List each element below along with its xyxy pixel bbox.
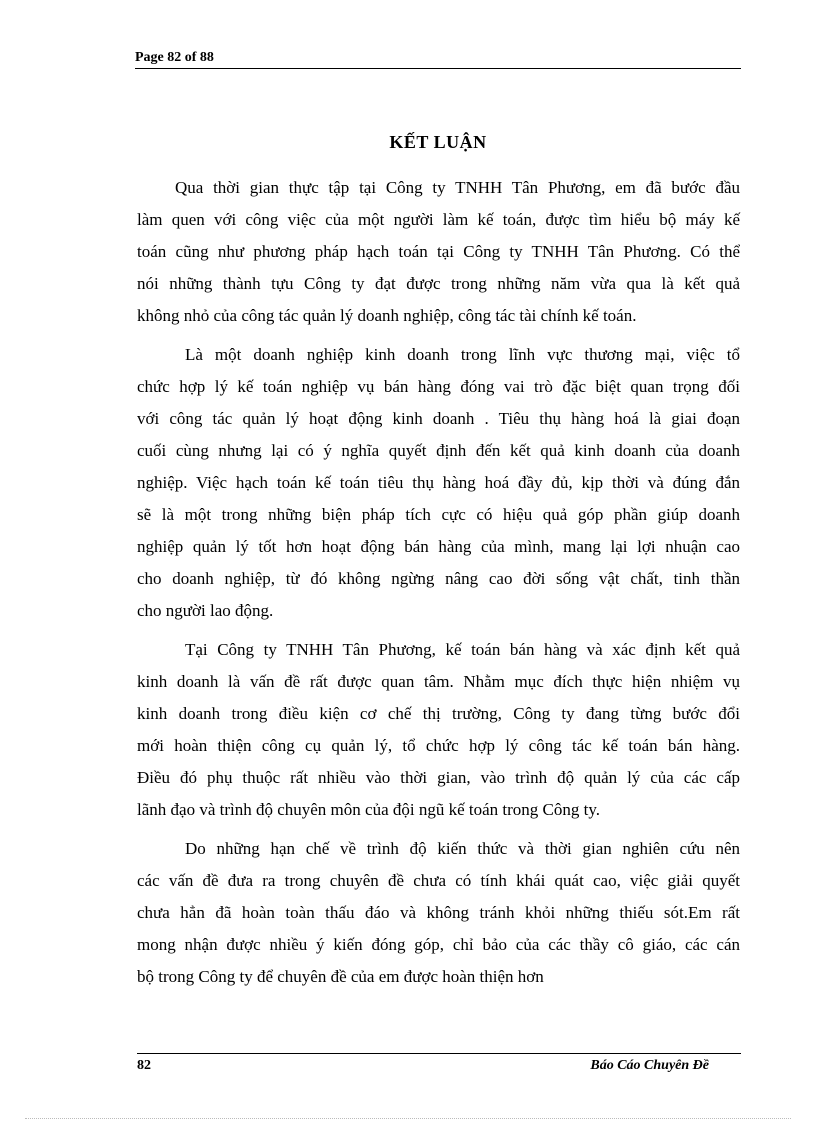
page-footer <box>137 1053 741 1078</box>
text-line: mong nhận được nhiều ý kiến đóng góp, chỉ bảo của các thầy cô giáo, các cán <box>137 935 740 954</box>
text-line: các vấn đề đưa ra trong chuyên đề chưa có tính khái quát cao, việc giải quyết <box>137 871 740 890</box>
text-line: Do những hạn chế về trình độ kiến thức và thời gian nghiên cứu nên <box>185 839 740 858</box>
text-line: toán cũng như phương pháp hạch toán tại Công ty TNHH Tân Phương. Có thể <box>137 242 740 261</box>
paragraph-2 <box>137 339 740 627</box>
text-line: nói những thành tựu Công ty đạt được trong những năm vừa qua là kết quả <box>137 274 740 293</box>
text-line: Điều đó phụ thuộc rất nhiều vào thời gian, vào trình độ quản lý của các cấp <box>137 768 740 787</box>
paragraph-4 <box>137 833 740 993</box>
footer-page-number: 82 <box>137 1058 151 1073</box>
paragraph-1 <box>137 172 740 332</box>
text-line: Tại Công ty TNHH Tân Phương, kế toán bán hàng và xác định kết quả <box>185 640 740 659</box>
text-line: cuối cùng nhưng lại có ý nghĩa quyết định đến kết quả kinh doanh của doanh <box>137 441 740 460</box>
text-line: kinh doanh trong điều kiện cơ chế thị trường, Công ty đang từng bước đổi <box>137 704 740 723</box>
text-line: lãnh đạo và trình độ chuyên môn của đội ngũ kế toán trong Công ty. <box>137 800 601 819</box>
text-line: nghiệp quản lý tốt hơn hoạt động bán hàng của mình, mang lại lợi nhuận cao <box>137 537 740 556</box>
page-title: KẾT LUẬN <box>389 132 487 152</box>
text-line: bộ trong Công ty để chuyên đề của em được hoàn thiện hơn <box>137 967 544 986</box>
footer-doc-title: Báo Cáo Chuyên Đề <box>590 1058 709 1073</box>
document-body <box>137 172 740 993</box>
text-line: Là một doanh nghiệp kinh doanh trong lĩnh vực thương mại, việc tổ <box>185 345 740 364</box>
text-line: không nhỏ của công tác quản lý doanh nghiệp, công tác tài chính kế toán. <box>137 306 637 325</box>
text-line: làm quen với công việc của một người làm kế toán, được tìm hiểu bộ máy kế <box>137 210 740 229</box>
text-line: Qua thời gian thực tập tại Công ty TNHH Tân Phương, em đã bước đầu <box>175 178 740 197</box>
text-line: mới hoàn thiện công cụ quản lý, tổ chức hợp lý công tác kế toán bán hàng. <box>137 736 740 755</box>
text-line: cho doanh nghiệp, từ đó không ngừng nâng cao đời sống vật chất, tinh thần <box>137 569 740 588</box>
text-line: với công tác quản lý hoạt động kinh doanh . Tiêu thụ hàng hoá là giai đoạn <box>137 409 740 428</box>
text-line: chưa hẳn đã hoàn toàn thấu đáo và không tránh khỏi những thiếu sót.Em rất <box>137 903 740 922</box>
text-line: sẽ là một trong những biện pháp tích cực có hiệu quả góp phần giúp doanh <box>137 505 740 524</box>
page-edge-divider <box>25 1118 791 1119</box>
page-header <box>135 48 741 69</box>
page-label: Page 82 of 88 <box>135 50 214 65</box>
paragraph-3 <box>137 634 740 826</box>
text-line: chức hợp lý kế toán nghiệp vụ bán hàng đóng vai trò đặc biệt quan trọng đối <box>137 377 740 396</box>
text-line: nghiệp. Việc hạch toán kế toán tiêu thụ hàng hoá đầy đủ, kịp thời và đúng đắn <box>137 473 740 492</box>
text-line: cho người lao động. <box>137 601 274 620</box>
text-line: kinh doanh là vấn đề rất được quan tâm. Nhằm mục đích thực hiện nhiệm vụ <box>137 672 740 691</box>
